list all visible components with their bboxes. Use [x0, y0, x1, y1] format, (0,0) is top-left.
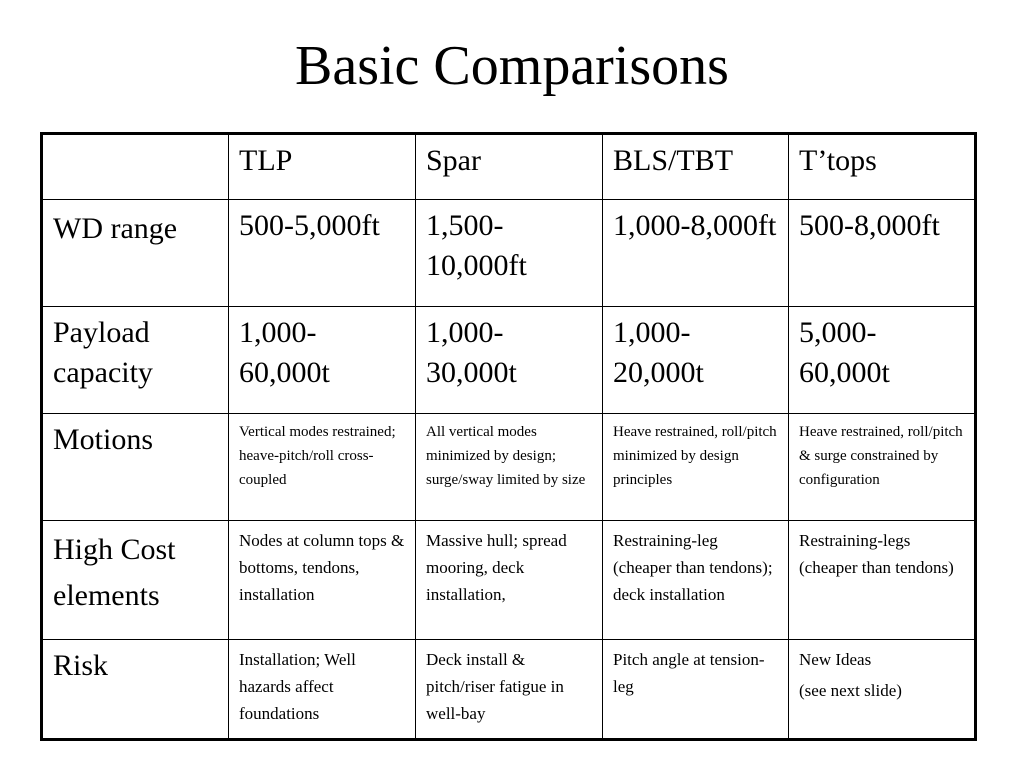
header-bls-tbt: BLS/TBT	[603, 134, 789, 200]
cell-risk-bls: Pitch angle at tension-leg	[603, 640, 789, 740]
table-row-payload	[42, 307, 976, 414]
comparison-table	[40, 132, 977, 741]
cell-cost-ttops: Restraining-legs (cheaper than tendons)	[789, 521, 976, 640]
row-label-motions: Motions	[42, 414, 229, 521]
header-row	[42, 134, 976, 200]
cell-wd-ttops: 500-8,000ft	[789, 200, 976, 307]
header-ttops: T’tops	[789, 134, 976, 200]
table-row-high-cost	[42, 521, 976, 640]
cell-risk-ttops	[789, 640, 976, 740]
slide-title: Basic Comparisons	[295, 35, 729, 97]
table-row-wd-range	[42, 200, 976, 307]
cell-motions-ttops: Heave restrained, roll/pitch & surge constrained by configuration	[789, 414, 976, 521]
cell-wd-tlp: 500-5,000ft	[229, 200, 416, 307]
cell-cost-bls: Restraining-leg (cheaper than tendons); deck installation	[603, 521, 789, 640]
row-label-wd-range: WD range	[42, 200, 229, 307]
row-label-payload: Payload capacity	[42, 307, 229, 414]
cell-wd-spar: 1,500-10,000ft	[416, 200, 603, 307]
cell-risk-tlp: Installation; Well hazards affect foundations	[229, 640, 416, 740]
risk-ttops-line2: (see next slide)	[799, 681, 902, 700]
cell-payload-spar: 1,000-30,000t	[416, 307, 603, 414]
cell-motions-spar: All vertical modes minimized by design; surge/sway limited by size	[416, 414, 603, 521]
header-spar: Spar	[416, 134, 603, 200]
header-corner-cell	[42, 134, 229, 200]
cell-cost-tlp: Nodes at column tops & bottoms, tendons, installation	[229, 521, 416, 640]
cell-wd-bls: 1,000-8,000ft	[603, 200, 789, 307]
row-label-high-cost: High Cost elements	[42, 521, 229, 640]
cell-payload-ttops: 5,000-60,000t	[789, 307, 976, 414]
cell-payload-bls: 1,000-20,000t	[603, 307, 789, 414]
cell-payload-tlp: 1,000-60,000t	[229, 307, 416, 414]
row-label-risk: Risk	[42, 640, 229, 740]
table-row-motions	[42, 414, 976, 521]
cell-risk-spar: Deck install & pitch/riser fatigue in well-bay	[416, 640, 603, 740]
cell-motions-tlp: Vertical modes restrained; heave-pitch/roll cross-coupled	[229, 414, 416, 521]
table-row-risk	[42, 640, 976, 740]
cell-motions-bls: Heave restrained, roll/pitch minimized by design principles	[603, 414, 789, 521]
header-tlp: TLP	[229, 134, 416, 200]
cell-cost-spar: Massive hull; spread mooring, deck installation,	[416, 521, 603, 640]
risk-ttops-line1: New Ideas	[799, 650, 872, 669]
